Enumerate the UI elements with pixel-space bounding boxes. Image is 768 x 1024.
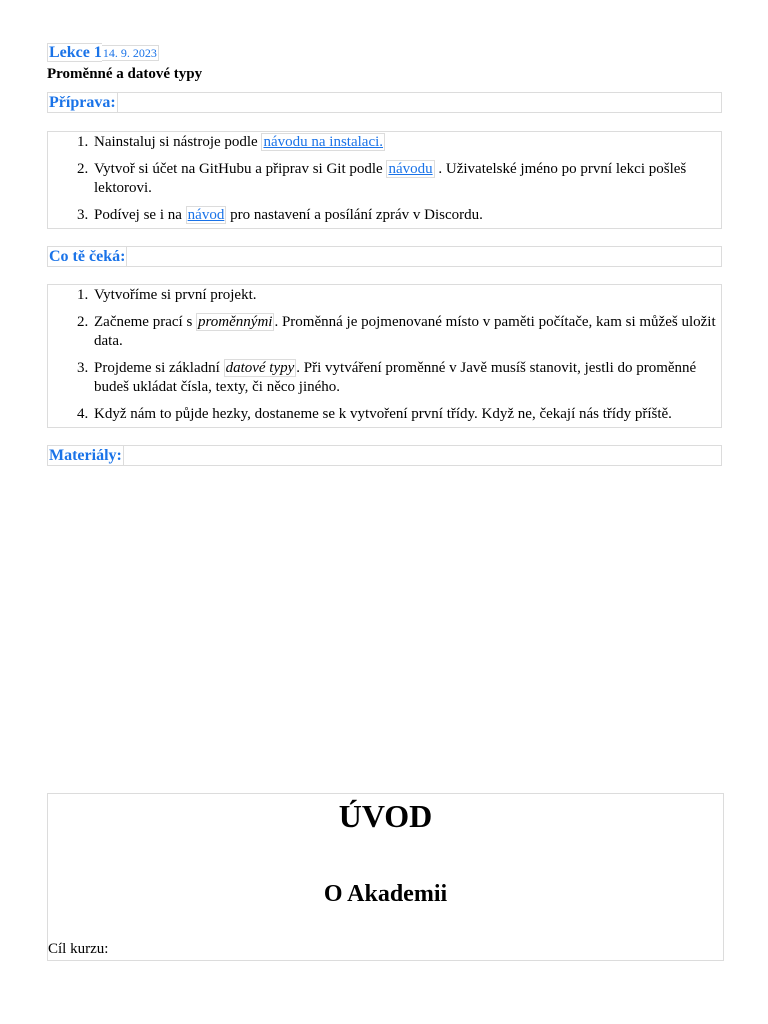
item-text: Začneme prací s [94,314,197,330]
item-text: pro nastavení a posílání zpráv v Discordu. [226,207,483,223]
section-heading-label: Co tě čeká: [49,248,126,265]
list-item [92,206,721,225]
list-item [92,160,721,198]
discord-guide-link[interactable]: návod [187,207,225,223]
item-text: . Při vytváření proměnné v Javě musíš stanovit, jestli do proměnné budeš ukládat čísla, texty, či něco jiného. [94,360,697,395]
co-te-ceka-list [48,286,721,424]
course-goal-label: Cíl kurzu: [48,941,109,957]
co-te-ceka-list-box [47,284,722,428]
list-item [92,313,721,351]
intro-title: ÚVOD [338,798,433,834]
git-guide-link[interactable]: návodu [388,161,433,177]
item-text: Nainstaluj si nástroje podle [94,134,262,150]
lesson-title: Proměnné a datové typy [47,66,203,82]
intro-section [47,793,724,961]
lesson-date: 14. 9. 2023 [102,46,157,60]
item-text: Vytvoříme si první projekt. [94,287,257,303]
list-item [92,286,721,305]
list-item [92,359,721,397]
term-variables: proměnnými [198,314,273,330]
priprava-list-box [47,131,722,229]
section-heading-label: Materiály: [49,447,122,464]
section-heading-co-te-ceka [47,246,722,267]
list-item [92,405,721,424]
item-text: Vytvoř si účet na GitHubu a připrav si Git podle [94,161,387,177]
term-data-types: datové typy [225,360,295,376]
item-text: . Uživatelské jméno po první lekci pošleš lektorovi. [94,161,687,196]
lesson-header [47,44,722,62]
item-text: . Proměnná je pojmenované místo v paměti počítače, kam si můžeš uložit data. [94,314,716,349]
lesson-page [47,44,722,466]
section-heading-label: Příprava: [49,94,116,111]
section-heading-priprava [47,92,722,113]
list-item [92,133,721,152]
intro-subtitle: O Akademii [323,881,448,907]
item-text: Když nám to půjde hezky, dostaneme se k vytvoření první třídy. Když ne, čekají nás třídy příště. [94,406,672,422]
install-guide-link[interactable]: návodu na instalaci. [263,134,384,150]
priprava-list [48,133,721,225]
item-text: Projdeme si základní [94,360,224,376]
item-text: Podívej se i na [94,207,186,223]
section-heading-materialy [47,445,722,466]
lesson-number: Lekce 1 [49,44,102,61]
